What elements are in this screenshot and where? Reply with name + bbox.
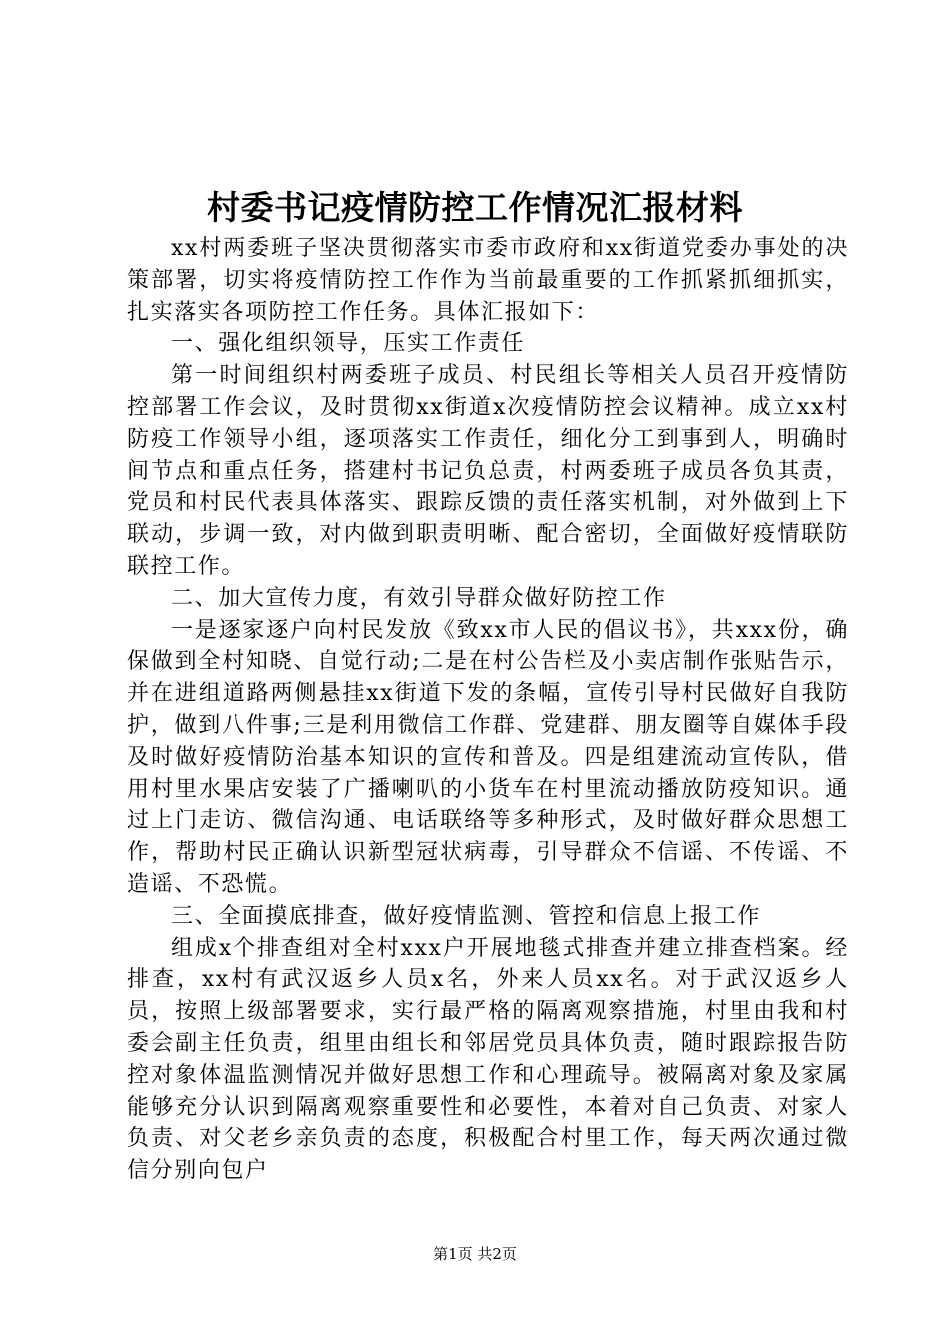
section-heading-2: 二、加大宣传力度，有效引导群众做好防控工作	[171, 585, 667, 611]
section-paragraph-1: 第一时间组织村两委班子成员、村民组长等相关人员召开疫情防控部署工作会议，及时贯彻xx街道x次疫情防控会议精神。成立xx村防疫工作领导小组，逐项落实工作责任，细化分工到事到人，明确时间节点和重点任务，搭建村书记负总责，村两委班子成员各负其责，党员和村民代表具体落实、跟踪反馈的责任落实机制，对外做到上下联动，步调一致，对内做到职责明晰、配合密切，全面做好疫情联防联控工作。	[127, 363, 849, 579]
section-paragraph-3: 组成x个排查组对全村xxx户开展地毯式排查并建立排查档案。经排查，xx村有武汉返乡人员x名，外来人员xx名。对于武汉返乡人员，按照上级部署要求，实行最严格的隔离观察措施，村里由我和村委会副主任负责，组里由组长和邻居党员具体负责，随时跟踪报告防控对象体温监测情况并做好思想工作和心理疏导。被隔离对象及家属能够充分认识到隔离观察重要性和必要性，本着对自己负责、对家人负责、对父老乡亲负责的态度，积极配合村里工作，每天两次通过微信分别向包户	[127, 935, 849, 1184]
section-paragraph-2: 一是逐家逐户向村民发放《致xx市人民的倡议书》，共xxx份，确保做到全村知晓、自觉行动;二是在村公告栏及小卖店制作张贴告示，并在进组道路两侧悬挂xx街道下发的条幅，宣传引导村民做好自我防护，做到八件事;三是利用微信工作群、党建群、朋友圈等自媒体手段及时做好疫情防治基本知识的宣传和普及。四是组建流动宣传队，借用村里水果店安装了广播喇叭的小货车在村里流动播放防疫知识。通过上门走访、微信沟通、电话联络等多种形式，及时做好群众思想工作，帮助村民正确认识新型冠状病毒，引导群众不信谣、不传谣、不造谣、不恐慌。	[127, 617, 849, 897]
document-title: 村委书记疫情防控工作情况汇报材料	[207, 188, 743, 227]
section-heading-3: 三、全面摸底排查，做好疫情监测、管控和信息上报工作	[171, 903, 762, 929]
page-number-footer: 第1页 共2页	[433, 1245, 517, 1263]
section-heading-1: 一、强化组织领导，压实工作责任	[171, 331, 526, 357]
intro-paragraph: xx村两委班子坚决贯彻落实市委市政府和xx街道党委办事处的决策部署，切实将疫情防控工作作为当前最重要的工作抓紧抓细抓实，扎实落实各项防控工作任务。具体汇报如下：	[127, 236, 849, 325]
document-body	[127, 233, 849, 1187]
